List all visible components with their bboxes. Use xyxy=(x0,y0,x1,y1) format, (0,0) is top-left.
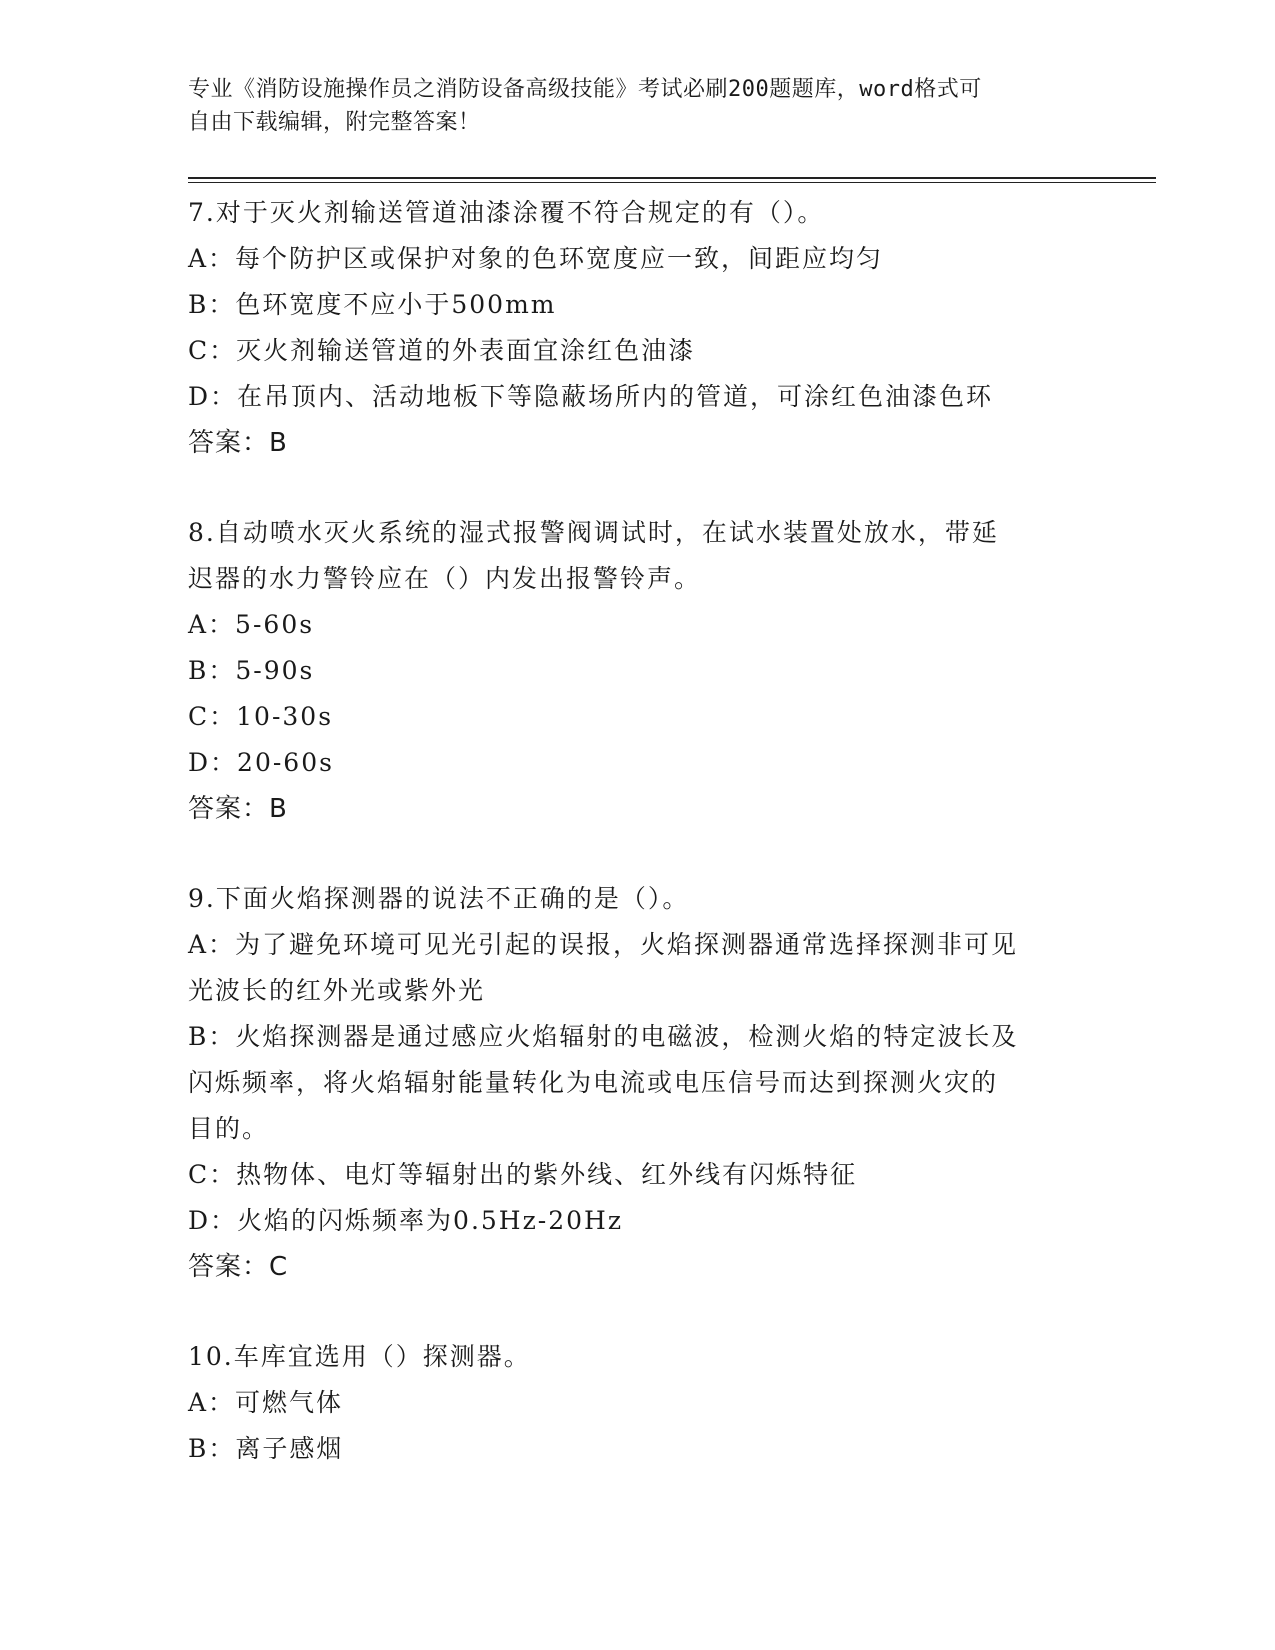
header-divider-thin xyxy=(188,182,1156,183)
option-c: C：热物体、电灯等辐射出的紫外线、红外线有闪烁特征 xyxy=(188,1160,858,1189)
option-a: A：每个防护区或保护对象的色环宽度应一致，间距应均匀 xyxy=(188,244,884,273)
question-stem: 7.对于灭火剂输送管道油漆涂覆不符合规定的有（）。 xyxy=(188,198,825,227)
header-line-2: 自由下载编辑，附完整答案！ xyxy=(188,110,481,135)
question-gap xyxy=(188,1290,1088,1334)
option-b: B：色环宽度不应小于500mm xyxy=(188,290,557,319)
answer-label: 答案：B xyxy=(188,428,288,458)
question-stem-line-2: 迟器的水力警铃应在（）内发出报警铃声。 xyxy=(188,564,702,593)
option-d: D：在吊顶内、活动地板下等隐蔽场所内的管道，可涂红色油漆色环 xyxy=(188,382,994,411)
question-gap xyxy=(188,466,1088,510)
option-b-line-2: 闪烁频率，将火焰辐射能量转化为电流或电压信号而达到探测火灾的 xyxy=(188,1068,999,1097)
option-b-line-3: 目的。 xyxy=(188,1114,270,1143)
option-b-line-1: B：火焰探测器是通过感应火焰辐射的电磁波，检测火焰的特定波长及 xyxy=(188,1022,1019,1051)
option-c: C：灭火剂输送管道的外表面宜涂红色油漆 xyxy=(188,336,696,365)
option-a: A：5-60s xyxy=(188,610,315,639)
header-line-1: 专业《消防设施操作员之消防设备高级技能》考试必刷200题题库，word格式可 xyxy=(188,77,982,102)
option-a-line-2: 光波长的红外光或紫外光 xyxy=(188,976,486,1005)
option-b: B：离子感烟 xyxy=(188,1434,344,1463)
option-c: C：10-30s xyxy=(188,702,334,731)
option-a-line-1: A：为了避免环境可见光引起的误报，火焰探测器通常选择探测非可见 xyxy=(188,930,1019,959)
question-10 xyxy=(188,1334,1088,1472)
question-8 xyxy=(188,510,1088,832)
question-list xyxy=(188,190,1088,1472)
option-d: D：火焰的闪烁频率为0.5Hz-20Hz xyxy=(188,1206,624,1235)
option-a: A：可燃气体 xyxy=(188,1388,344,1417)
answer-label: 答案：C xyxy=(188,1252,289,1282)
document-header xyxy=(188,73,1068,139)
question-7 xyxy=(188,190,1088,466)
question-9 xyxy=(188,876,1088,1290)
question-stem: 9.下面火焰探测器的说法不正确的是（）。 xyxy=(188,884,690,913)
answer-label: 答案：B xyxy=(188,794,288,824)
option-b: B：5-90s xyxy=(188,656,315,685)
option-d: D：20-60s xyxy=(188,748,334,777)
question-gap xyxy=(188,832,1088,876)
question-stem-line-1: 8.自动喷水灭火系统的湿式报警阀调试时，在试水装置处放水，带延 xyxy=(188,518,999,547)
question-stem: 10.车库宜选用（）探测器。 xyxy=(188,1342,531,1371)
header-divider-thick xyxy=(188,177,1156,179)
